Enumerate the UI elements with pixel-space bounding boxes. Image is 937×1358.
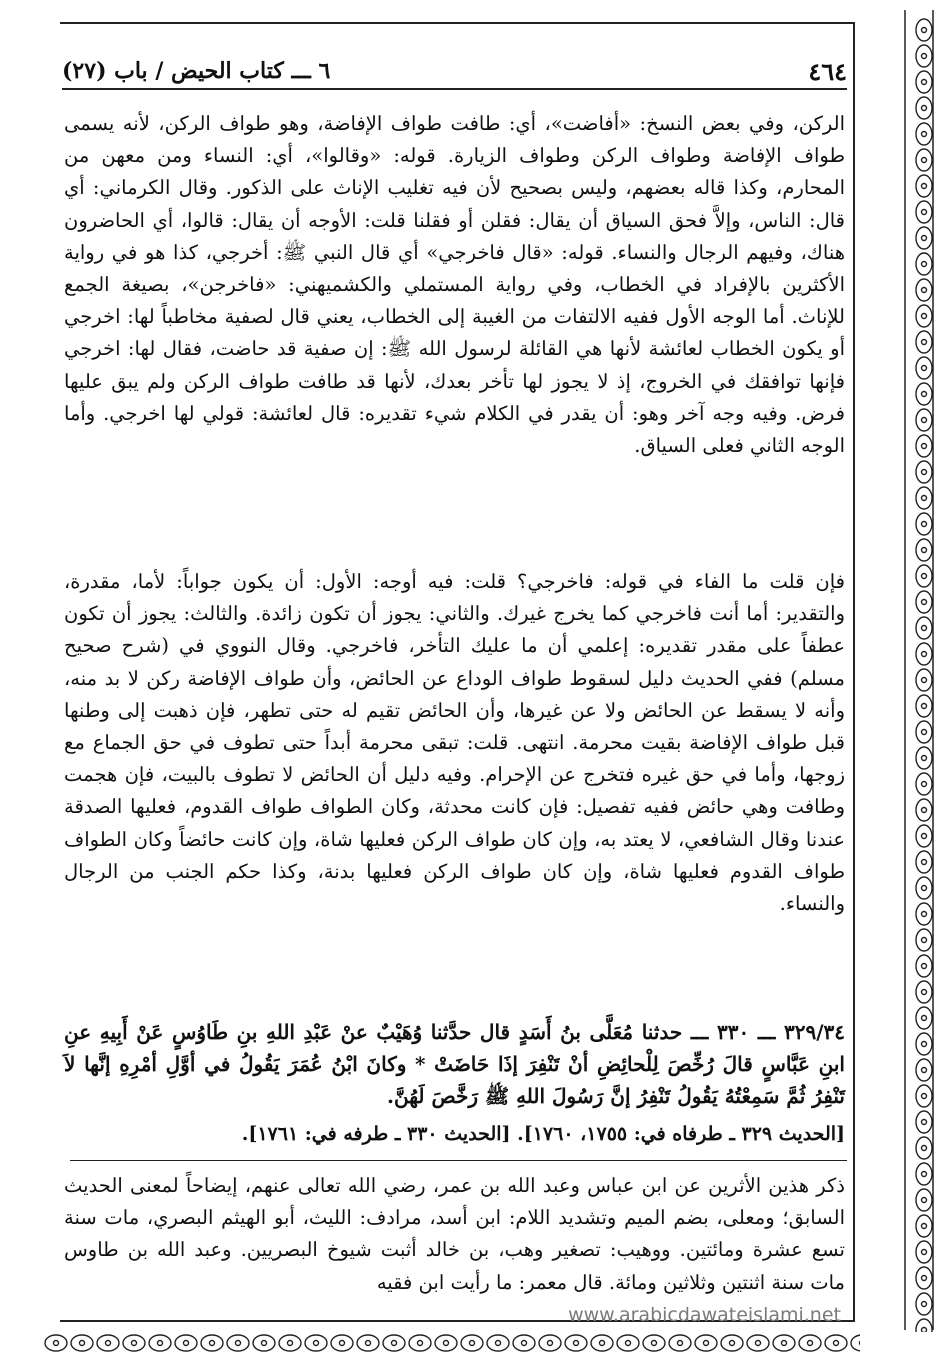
commentary-paragraph-2: فإن قلت ما الفاء في قوله: فاخرجي؟ قلت: فيه أوجه: الأول: أن يكون جواباً: لأما، مقدرة، والتقدير: أما أنت فاخرجي كما يخرج غيرك. والثاني: يجوز أن تكون زائدة. والثالث: يجوز أن تكون عطفاً على مقدر تقديره: إعلمي أن ما عليك التأخر، فاخرجي. وقال النووي في (شرح صحيح مسلم) ففي الحديث دليل لسقوط طواف الوداع عن الحائض، وأن طواف الإفاضة ركن لا بد منه، وأنه لا يسقط عن الحائض ولا عن غيرها، وأن الحائض تقيم له حتى تطهر، فإن ذهبت إلى وطنها قبل طواف الإفاضة بقيت محرمة. انتهى. قلت: تبقى محرمة أبداً حتى تطوف في حق الجماع مع زوجها، وأما في حق غيره فتخرج عن الإحرام. وفيه دليل أن الحائض لا تطوف بالبيت، فإن هجمت وطافت وهي حائض ففيه تفصيل: فإن كانت محدثة، وكان الطواف طواف القدوم، فعليها الصدقة عندنا وقال الشافعي، لا يعتد به، وإن كان طواف الركن فعليها شاة، وإن كانت حائضاً وكان الطواف طواف القدوم فعليها شاة، وإن كان طواف الركن فعليها بدنة، وكذا حكم الجنب من الرجال والنساء. bbox=[64, 570, 845, 916]
ornament-chain-icon bbox=[913, 12, 935, 1332]
running-title: ٦ ـــ كتاب الحيض / باب (٢٧) bbox=[62, 58, 331, 84]
watermark-url: www.arabicdawateislami.net bbox=[568, 1304, 841, 1326]
section-divider bbox=[70, 1160, 847, 1161]
commentary-paragraph-3: ذكر هذين الأثرين عن ابن عباس وعبد الله بن عمر، رضي الله تعالى عنهم، إيضاحاً لمعنى الحديث السابق؛ ومعلى، بضم الميم وتشديد اللام: ابن أسد، مرادف: الليث، أبو الهيثم البصري، مات سنة تسع عشرة ومائتين. ووهيب: تصغير وهب، بن خالد أثبت شيوخ البصريين. وعبد الله بن طاوس مات سنة اثنتين وثلاثين ومائة. قال معمر: ما رأيت ابن فقيه bbox=[64, 1174, 845, 1294]
page-number: ٤٦٤ bbox=[808, 56, 847, 86]
hadith-references: [الحديث ٣٢٩ ـ طرفاه في: ١٧٥٥، ١٧٦٠]. [الحديث ٣٣٠ ـ طرفه في: ١٧٦١]. bbox=[241, 1123, 845, 1145]
hadith-text: ٣٢٩/٣٤ ـــ ٣٣٠ ـــ حدثنا مُعَلَّى بنُ أَسَدٍ قال حدَّثنا وُهَيْبٌ عنْ عَبْدِ اللهِ بنِ طَاوُسٍ عَنْ أَبِيهِ عنِ ابنِ عَبَّاسٍ قالَ رُخِّصَ لِلْحائِضِ أنْ تَنْفِرَ إذَا حَاضَتْ * وكانَ ابْنُ عُمَرَ يَقُولُ في أوَّلِ أمْرِهِ إنَّها لاَ تَنْفِرُ ثُمَّ سَمِعْتُهُ يَقُولُ تَنْفِرُ إنَّ رَسُولَ اللهِ ﷺ رَخَّصَ لَهُنَّ. bbox=[64, 1020, 845, 1108]
running-header bbox=[62, 54, 847, 90]
ornament-chain-bottom-icon bbox=[40, 1332, 860, 1354]
commentary-paragraph-1: الركن، وفي بعض النسخ: «أفاضت»، أي: طافت طواف الإفاضة، وهو طواف الركن، لأنه يسمى طواف الإفاضة وطواف الركن وطواف الزيارة. قوله: «وقالوا»، أي: النساء ومن معهن من المحارم، وكذا قاله بعضهم، وليس بصحيح لأن فيه تغليب الإناث على الذكور. وقال الكرماني: أي قال: الناس، وإلاَّ فحق السياق أن يقال: فقلن أو فقلنا قلت: الأوجه أن يقال: قالوا، أي الحاضرون هناك، وفيهم الرجال والنساء. قوله: «قال فاخرجي» أي قال النبي ﷺ: أخرجي، كذا هو في رواية الأكثرين بالإفراد في الخطاب، وفي رواية المستملي والكشميهني: «فاخرجن»، بصيغة الجمع للإناث. أما الوجه الأول ففيه الالتفات من الغيبة إلى الخطاب، يعني قال لصفية مخاطباً لها: اخرجي أو يكون الخطاب لعائشة لأنها هي القائلة لرسول الله ﷺ: إن صفية قد حاضت، فقال لها: اخرجي فإنها توافقك في الخروج، إذ لا يجوز لها تأخر بعدك، لأنها قد طافت طواف الركن ولم يبق عليها فرض. وفيه وجه آخر وهو: أن يقدر في الكلام شيء تقديره: قال لعائشة: قولي لها اخرجي. وأما الوجه الثاني فعلى السياق. bbox=[64, 112, 845, 458]
